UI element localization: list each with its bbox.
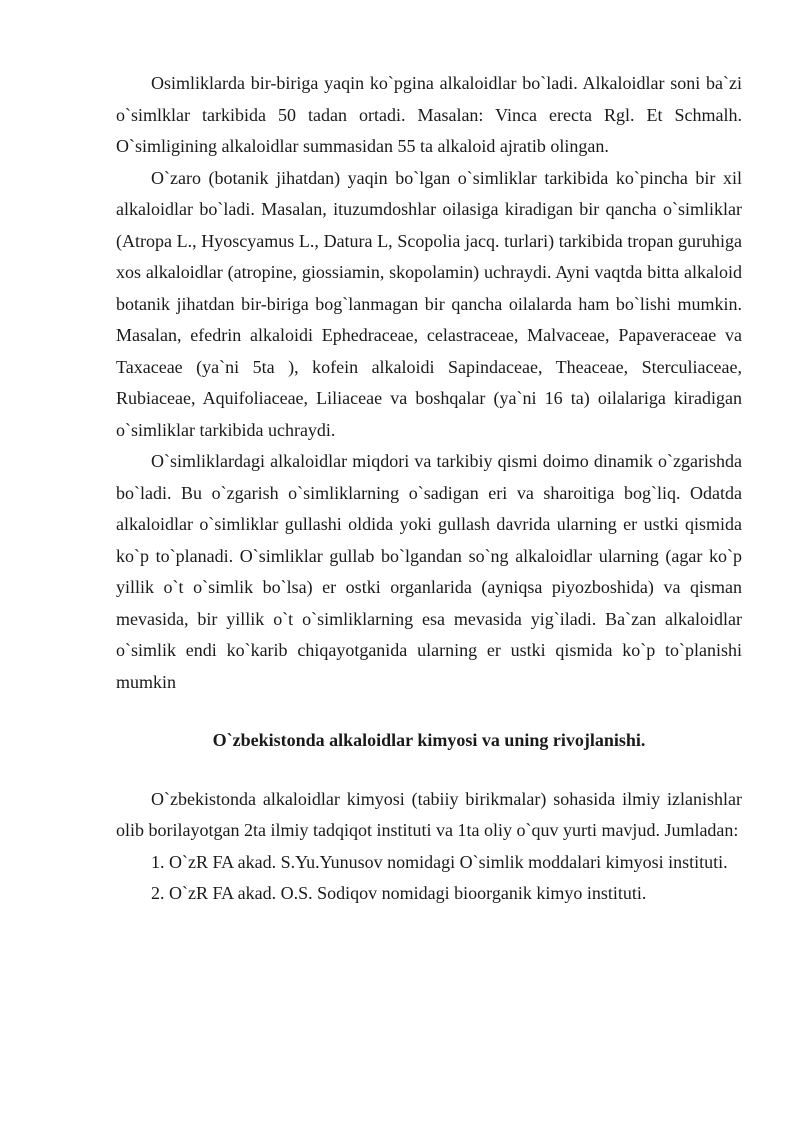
paragraph-related-plants: O`zaro (botanik jihatdan) yaqin bo`lgan o`simliklar tarkibida ko`pincha bir xil alkaloidlar bo`ladi. Masalan, ituzumdoshlar oilasiga kiradigan bir qancha o`simliklar (Atropa L., Hyoscyamus L., Datura L, Scopolia jacq. turlari) tarkibida tropan guruhiga xos alkaloidlar (atropine, giossiamin, skopolamin) uchraydi. Ayni vaqtda bitta alkaloid botanik jihatdan bir-biriga bog`lanmagan bir qancha oilalarda ham bo`lishi mumkin. Masalan, efedrin alkaloidi Ephedraceae, celastraceae, Malvaceae, Papaveraceae va Taxaceae (ya`ni 5ta ), kofein alkaloidi Sapindaceae, Theaceae, Sterculiaceae, Rubiaceae, Aquifoliaceae, Liliaceae va boshqalar (ya`ni 16 ta) oilalariga kiradigan o`simliklar tarkibida uchraydi. xyxy=(116,167,742,440)
paragraph-alkaloid-count: Osimliklarda bir-biriga yaqin ko`pgina alkaloidlar bo`ladi. Alkaloidlar soni ba`zi o`simlklar tarkibida 50 tadan ortadi. Masalan: Vinca erecta Rgl. Et Schmalh. O`simligining alkaloidlar summasidan 55 ta alkaloid ajratib olingan. xyxy=(116,73,742,156)
paragraph-dynamic-content: O`simliklardagi alkaloidlar miqdori va tarkibiy qismi doimo dinamik o`zgarishda bo`ladi. Bu o`zgarish o`simliklarning o`sadigan eri va sharoitiga bog`liq. Odatda alkaloidlar o`simliklar gullashi oldida yoki gullash davrida ularning er ustki qismida ko`p to`planadi. O`simliklar gullab bo`lgandan so`ng alkaloidlar ularning (agar ko`p yillik o`t o`simlik bo`lsa) er ostki organlarida (ayniqsa piyozboshida) va qisman mevasida, bir yillik o`t o`simliklarning esa mevasida yig`iladi. Ba`zan alkaloidlar o`simlik endi ko`karib chiqayotganida ularning er ustki qismida ko`p to`planishi mumkin xyxy=(116,451,742,692)
document-page xyxy=(116,68,742,910)
spacer xyxy=(116,757,742,784)
paragraph-institutes-intro: O`zbekistonda alkaloidlar kimyosi (tabiiy birikmalar) sohasida ilmiy izlanishlar olib borilayotgan 2ta ilmiy tadqiqot instituti va 1ta oliy o`quv yurti mavjud. Jumladan: xyxy=(116,788,742,840)
list-item-institute-1: 1. O`zR FA akad. S.Yu.Yunusov nomidagi O`simlik moddalari kimyosi instituti. xyxy=(151,851,728,872)
section-heading: O`zbekistonda alkaloidlar kimyosi va uning rivojlanishi. xyxy=(212,730,646,750)
spacer xyxy=(116,698,742,725)
list-item-institute-2: 2. O`zR FA akad. O.S. Sodiqov nomidagi bioorganik kimyo instituti. xyxy=(151,883,647,903)
